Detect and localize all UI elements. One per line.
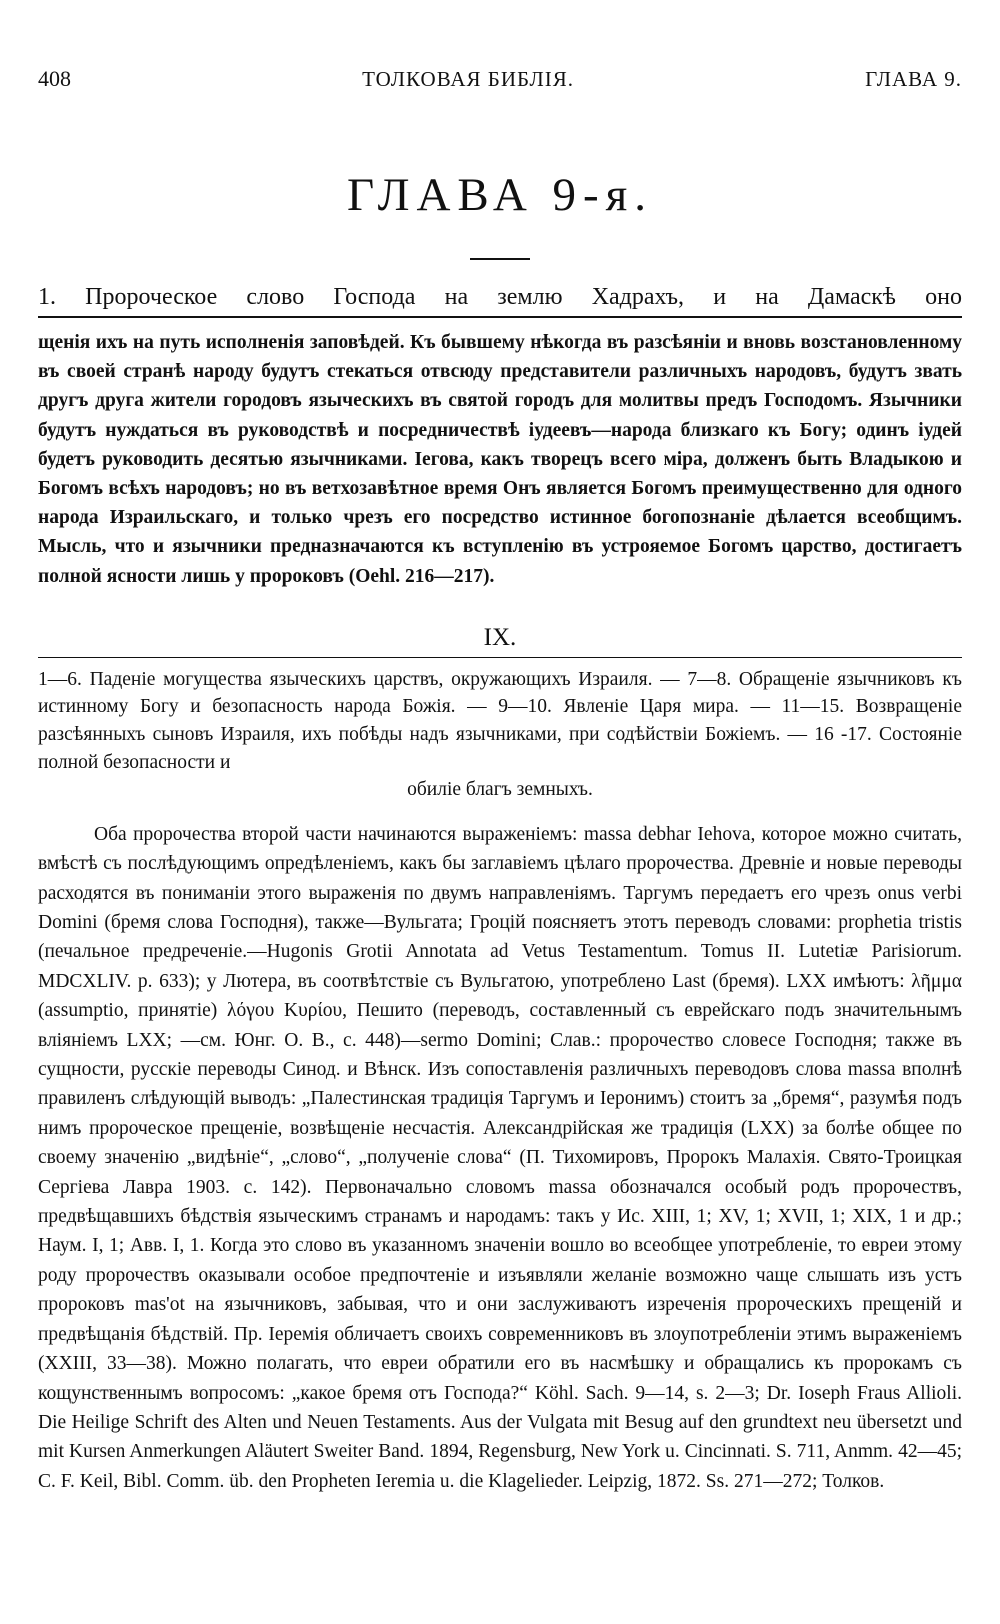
section-number: IX. <box>483 623 517 651</box>
summary-text-end: обиліе благъ земныхъ. <box>407 779 593 801</box>
summary-text: 1—6. Паденіе могущества языческихъ царствъ, окружающихъ Израиля. — 7—8. Обращеніе язычниковъ къ истинному Богу и безопасность народа Божія. — 9—10. Явленіе Царя мира. — 11—15. Возвращеніе разсѣянныхъ сыновъ Израиля, ихъ побѣды надъ язычниками, при содѣйствіи Божіемъ. — 16 -17. Состояніе полной безопасности и <box>38 668 962 773</box>
running-title: ТОЛКОВАЯ БИБЛІЯ. <box>362 67 575 91</box>
chapter-label: ГЛАВА 9. <box>865 67 962 91</box>
chapter-title: ГЛАВА 9-я. <box>346 169 654 221</box>
commentary-paragraph: щенія ихъ на путь исполненія заповѣдей. Къ бывшему нѣкогда въ разсѣяніи и вновь возстановленному въ своей странѣ народу будутъ стекаться отвсюду представители различныхъ народовъ, будутъ звать другъ друга жители городовъ языческихъ въ святой городъ для молитвы предъ Господомъ. Язычники будутъ нуждаться въ руководствѣ и посредничествѣ іудеевъ—народа близкаго къ Богу; одинъ іудей будетъ руководить десятью язычниками. Іегова, какъ творецъ всего міра, долженъ быть Владыкою и Богомъ всѣхъ народовъ; но въ ветхозавѣтное время Онъ является Богомъ преимущественно для одного народа Израильскаго, и только чрезъ его посредство истинное богопознаніе дѣлается всеобщимъ. Мысль, что и язычники предназначаются къ вступленію въ устрояемое Богомъ царство, достигаетъ полной ясности лишь у пророковъ (Oehl. 216—217). <box>38 332 962 587</box>
verse-line: 1. Пророческое слово Господа на землю Хадрахъ, и на Дамаскѣ оно <box>38 284 962 310</box>
body-paragraph: Оба пророчества второй части начинаются выраженіемъ: massa debhar Iehova, которое можно считать, вмѣстѣ съ послѣдующимъ опредѣленіемъ, какъ бы заглавіемъ цѣлаго пророчества. Древніе и новые переводы расходятся въ пониманіи этого выраженія по двумъ направленіямъ. Таргумъ передаетъ его чрезъ onus verbi Domini (бремя слова Господня), также—Вульгата; Гроцій поясняетъ этотъ переводъ словами: prophetia tristis (печальное предреченіе.—Hugonis Grotii Annotata ad Vetus Testamentum. Tomus II. Lutetiæ Parisiorum. MDCXLIV. p. 633); у Лютера, въ соотвѣтствіе съ Вульгатою, употреблено Last (бремя). LXX имѣютъ: λῆμμα (assumptio, принятіе) λόγου Κυρίου, Пешито (переводъ, составленный съ еврейскаго подъ значительнымъ вліяніемъ LXX; —см. Юнг. О. В., с. 448)—sermo Domini; Слав.: пророчество словесе Господня; также въ сущности, русскіе переводы Синод. и Вѣнск. Изъ сопоставленія различныхъ переводовъ слова massa вполнѣ правиленъ слѣдующій выводъ: „Палестинская традиція Таргумъ и Іеронимъ) стоитъ за „бремя“, разумѣя подъ нимъ пророческое прещеніе, возвѣщеніе несчастія. Александрійская же традиція (LXX) за болѣе общее по своему значенію „видѣніе“, „слово“, „полученіе слова“ (П. Тихомировъ, Пророкъ Малахія. Свято-Троицкая Сергіева Лавра 1903. с. 142). Первоначально словомъ massa обозначался особый родъ пророчествъ, предвѣщавшихъ бѣдствія языческимъ странамъ и народамъ: такъ у Ис. XIII, 1; XV, 1; XVII, 1; XIX, 1 и др.; Наум. I, 1; Авв. I, 1. Когда это слово въ указанномъ значеніи вошло во всеобщее употребленіе, то евреи этому роду пророчествъ оказывали особое предпочтеніе и изъявляли желаніе возможно чаще слышать изъ устъ пророковъ mas'ot на язычниковъ, забывая, что и они заслуживаютъ изреченія пророческихъ прещеній и предвѣщанія бѣдствій. Пр. Іеремія обличаетъ своихъ современниковъ въ злоупотребленіи этимъ выраженіемъ (XXIII, 33—38). Можно полагать, что евреи обратили его въ насмѣшку и обращались къ пророкамъ съ кощунственнымъ вопросомъ: „какое бремя отъ Господа?“ Köhl. Sach. 9—14, s. 2—3; Dr. Ioseph Fraus Allioli. Die Heilige Schrift des Alten und Neuen Testaments. Aus der Vulgata mit Besug auf den grundtext neu übersetzt und mit Kursen Anmerkungen Aläutert Sweiter Band. 1894, Regensburg, New York u. Cincinnati. S. 711, Anmm. 42—45; C. F. Keil, Bibl. Comm. üb. den Propheten Ieremia u. die Klagelieder. Leipzig, 1872. Ss. 271—272; Толков. <box>38 823 962 1492</box>
preceding-commentary <box>38 328 962 591</box>
page-number: 408 <box>38 66 71 91</box>
verse-divider <box>38 316 962 318</box>
section-divider <box>38 657 962 658</box>
body-text <box>38 820 962 1496</box>
chapter-summary <box>38 666 962 804</box>
running-head <box>38 66 962 96</box>
document-page <box>38 66 962 1496</box>
title-divider <box>470 258 530 260</box>
